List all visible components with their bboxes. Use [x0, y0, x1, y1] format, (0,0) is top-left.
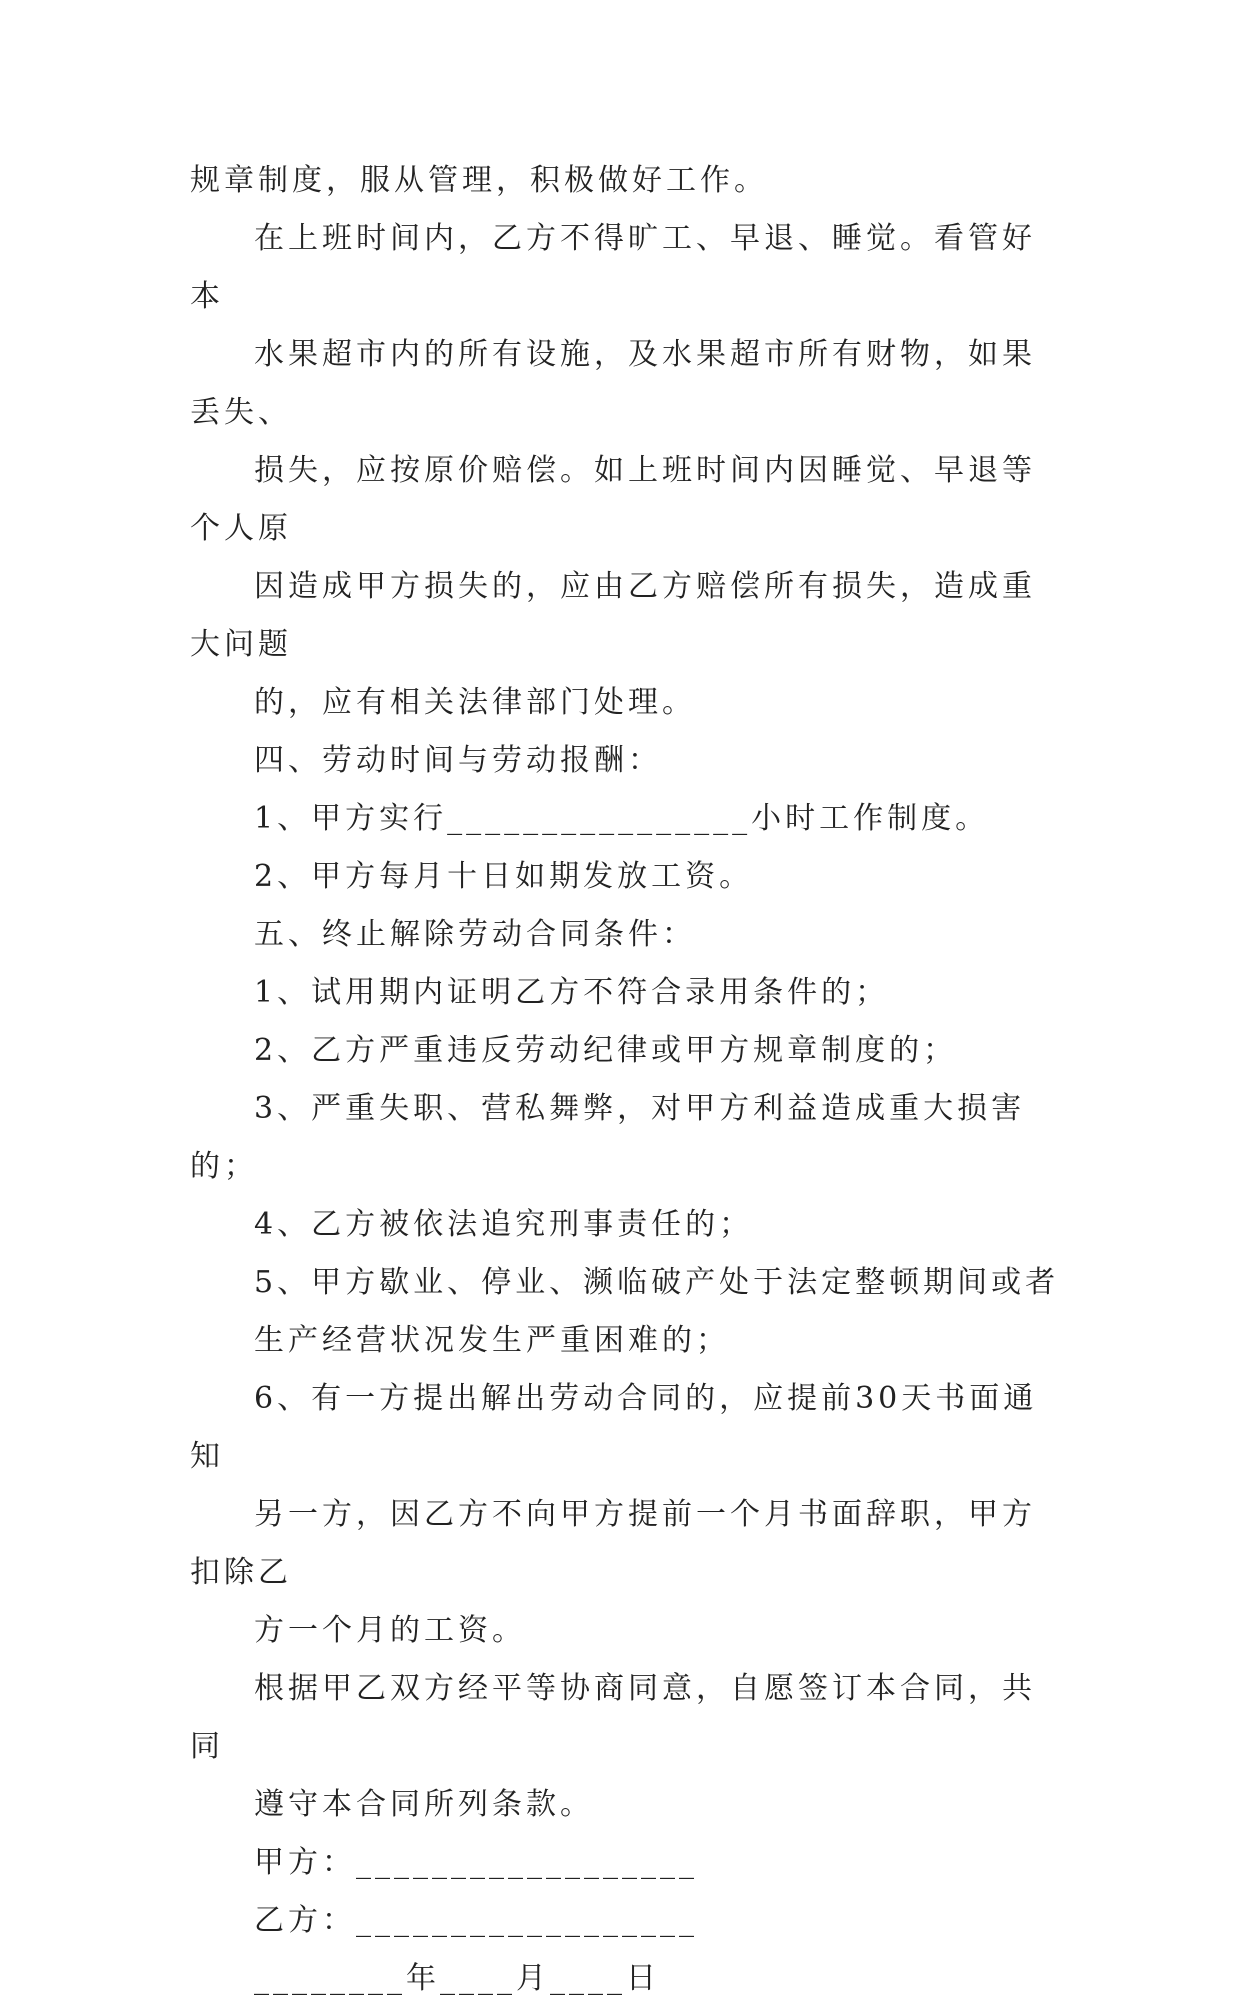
paragraph: [190, 1370, 1060, 1660]
text-line: 2、乙方严重违反劳动纪律或甲方规章制度的；: [254, 1033, 958, 1068]
paragraph: [190, 848, 1060, 906]
text-line: 1、甲方实行________________小时工作制度。: [254, 801, 990, 836]
paragraph: [190, 1950, 1060, 2008]
paragraph: [190, 1892, 1060, 1950]
text-line: 根据甲乙双方经平等协商同意，自愿签订本合同，共同: [190, 1671, 1036, 1764]
text-line: 另一方，因乙方不向甲方提前一个月书面辞职，甲方扣除乙: [190, 1497, 1036, 1590]
paragraph: [190, 732, 1060, 790]
text-line: 3、严重失职、营私舞弊，对甲方利益造成重大损害的；: [190, 1091, 1026, 1184]
paragraph: [190, 152, 1060, 210]
paragraph: [190, 1834, 1060, 1892]
text-line: 因造成甲方损失的，应由乙方赔偿所有损失，造成重大问题: [190, 569, 1036, 662]
paragraph: [190, 964, 1060, 1022]
paragraph: [190, 906, 1060, 964]
text-line: 损失，应按原价赔偿。如上班时间内因睡觉、早退等个人原: [190, 453, 1036, 546]
text-line: 四、劳动时间与劳动报酬：: [254, 743, 662, 778]
text-line: 生产经营状况发生严重困难的；: [254, 1323, 730, 1358]
paragraph: [190, 1660, 1060, 1834]
text-line: 1、试用期内证明乙方不符合录用条件的；: [254, 975, 890, 1010]
paragraph: [190, 1254, 1060, 1370]
paragraph: [190, 1196, 1060, 1254]
document-body: [190, 152, 1060, 2008]
text-line: 的，应有相关法律部门处理。: [254, 685, 696, 720]
text-line: 在上班时间内，乙方不得旷工、早退、睡觉。看管好本: [190, 221, 1036, 314]
text-line: 规章制度，服从管理，积极做好工作。: [190, 163, 768, 198]
paragraph: [190, 210, 1060, 732]
text-line: ________年____月____日: [254, 1961, 660, 1996]
text-line: 五、终止解除劳动合同条件：: [254, 917, 696, 952]
text-line: 水果超市内的所有设施，及水果超市所有财物，如果丢失、: [190, 337, 1036, 430]
text-line: 遵守本合同所列条款。: [254, 1787, 594, 1822]
text-line: 甲方：__________________: [254, 1845, 698, 1880]
text-line: 5、甲方歇业、停业、濒临破产处于法定整顿期间或者: [254, 1265, 1060, 1300]
paragraph: [190, 1022, 1060, 1080]
paragraph: [190, 1080, 1060, 1196]
paragraph: [190, 790, 1060, 848]
text-line: 乙方：__________________: [254, 1903, 698, 1938]
text-line: 2、甲方每月十日如期发放工资。: [254, 859, 754, 894]
text-line: 4、乙方被依法追究刑事责任的；: [254, 1207, 754, 1242]
text-line: 方一个月的工资。: [254, 1613, 526, 1648]
text-line: 6、有一方提出解出劳动合同的，应提前30天书面通知: [190, 1381, 1038, 1474]
